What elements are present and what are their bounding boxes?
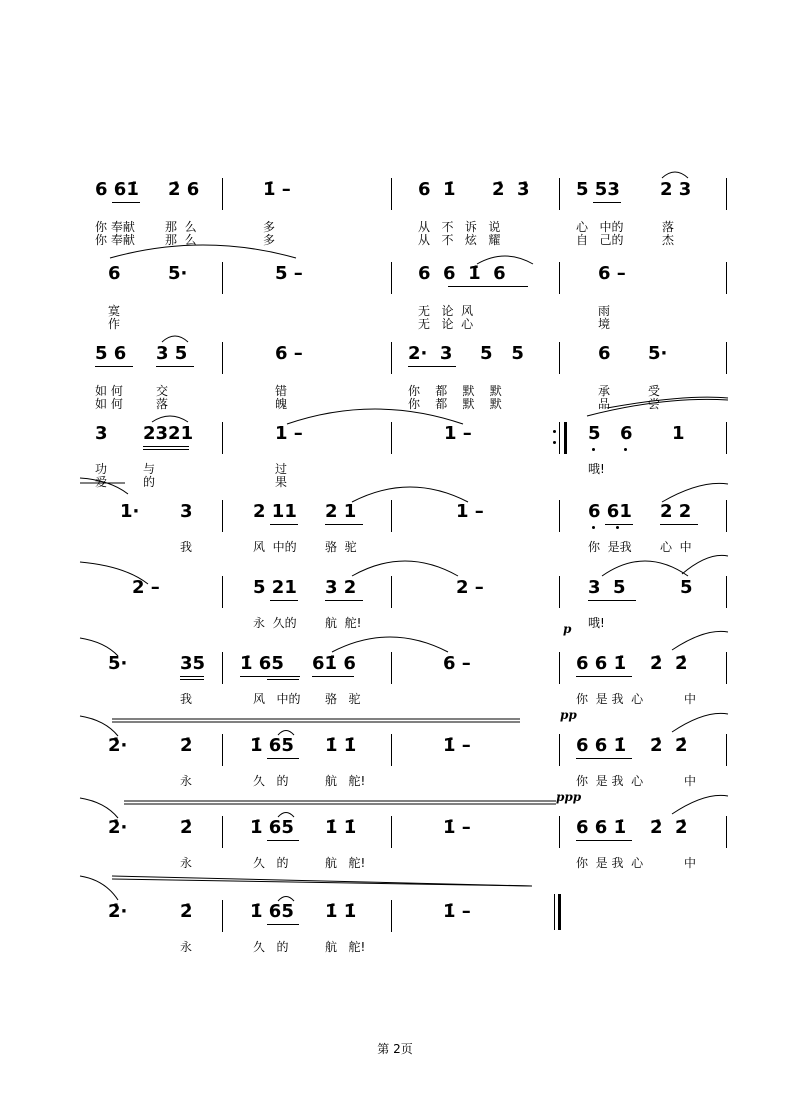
lyric: 中 bbox=[684, 856, 697, 870]
note-group: 5 – bbox=[275, 263, 303, 284]
note-group: 6 6 1̇ bbox=[576, 817, 627, 838]
bar-line bbox=[391, 576, 392, 608]
bar-line bbox=[391, 734, 392, 766]
note-group: 6 61 bbox=[588, 501, 632, 522]
note-group: 61̇ 6 bbox=[312, 653, 356, 674]
lyric: 功 bbox=[95, 462, 108, 476]
bar-line bbox=[391, 342, 392, 374]
bar-line bbox=[726, 500, 727, 532]
slur bbox=[330, 632, 450, 654]
final-bar-thin bbox=[554, 894, 555, 930]
bar-line bbox=[726, 734, 727, 766]
lyric: 尝 bbox=[648, 397, 661, 411]
bar-line bbox=[222, 652, 223, 684]
lyric: 爱 bbox=[95, 475, 108, 489]
note-group: 1̇ – bbox=[443, 817, 471, 838]
lyric: 那 么 bbox=[165, 233, 197, 247]
lyric: 久 的 bbox=[253, 774, 289, 788]
lyric: 多 bbox=[263, 233, 276, 247]
note-group: 5 53 bbox=[576, 179, 620, 200]
underline bbox=[95, 366, 133, 367]
bar-line bbox=[222, 500, 223, 532]
lyric: 如 何 bbox=[95, 397, 123, 411]
bar-line bbox=[726, 816, 727, 848]
low-dot bbox=[592, 526, 595, 529]
bar-line bbox=[726, 422, 727, 454]
note-group: 1̇ – bbox=[443, 901, 471, 922]
lyric: 你 是我 bbox=[588, 540, 632, 554]
note-group: 5 21 bbox=[253, 577, 297, 598]
note-group: 2 – bbox=[456, 577, 484, 598]
lyric: 心 中 bbox=[660, 540, 692, 554]
underline bbox=[588, 600, 636, 601]
note-group: 2̇· bbox=[108, 817, 128, 838]
underline bbox=[448, 286, 528, 287]
lyric: 你 是 我 心 bbox=[576, 692, 644, 706]
note-group: 1̇ 1̇ bbox=[325, 817, 357, 838]
bar-line bbox=[222, 262, 223, 294]
lyric: 骆 驼 bbox=[325, 540, 357, 554]
note-group: 3 bbox=[180, 501, 193, 522]
lyric: 无 论 风 bbox=[418, 304, 474, 318]
underline bbox=[325, 600, 363, 601]
lyric: 承 bbox=[598, 384, 611, 398]
note-group: 1̇ 1̇ bbox=[325, 901, 357, 922]
note-group: 35 bbox=[180, 653, 206, 674]
lyric: 雨 bbox=[598, 304, 611, 318]
low-dot bbox=[592, 448, 595, 451]
slur bbox=[605, 396, 730, 410]
note-group: 2 2 bbox=[660, 501, 692, 522]
repeat-dot bbox=[553, 430, 556, 433]
low-dot bbox=[616, 526, 619, 529]
bar-line bbox=[391, 900, 392, 932]
note-group: 6 6 1̇ 6 bbox=[418, 263, 506, 284]
underline bbox=[576, 840, 632, 841]
lyric: 你 都 默 默 bbox=[408, 384, 502, 398]
bar-line bbox=[222, 178, 223, 210]
lyric: 中 bbox=[684, 774, 697, 788]
underline bbox=[312, 676, 354, 677]
lyric: 哦! bbox=[588, 462, 605, 476]
slur bbox=[670, 630, 730, 652]
bar-line bbox=[559, 342, 560, 374]
lyric: 我 bbox=[180, 692, 193, 706]
bar-line bbox=[391, 422, 392, 454]
bar-line bbox=[559, 500, 560, 532]
lyric: 境 bbox=[598, 317, 611, 331]
note-group: 2 11 bbox=[253, 501, 297, 522]
underline bbox=[267, 679, 299, 680]
low-dot bbox=[624, 448, 627, 451]
underline bbox=[660, 524, 698, 525]
note-group: 2 3 bbox=[660, 179, 692, 200]
lyric: 交 bbox=[156, 384, 169, 398]
note-group: 3 2 bbox=[325, 577, 357, 598]
note-group: 2̇· bbox=[108, 735, 128, 756]
note-group: 6 – bbox=[443, 653, 471, 674]
underline bbox=[325, 524, 363, 525]
underline bbox=[156, 366, 194, 367]
note-group: 2 – bbox=[132, 577, 160, 598]
slur bbox=[350, 482, 470, 504]
lyric: 航 舵! bbox=[325, 774, 366, 788]
underline bbox=[270, 524, 298, 525]
bar-line bbox=[391, 652, 392, 684]
bar-line bbox=[726, 576, 727, 608]
lyric: 风 中的 bbox=[253, 540, 297, 554]
dynamic-marking: p bbox=[563, 622, 572, 636]
note-group: 2̇ 6 bbox=[168, 179, 200, 200]
page-number: 第 2页 bbox=[377, 1042, 413, 1056]
lyric: 你 奉献 bbox=[95, 233, 135, 247]
lyric: 你 是 我 心 bbox=[576, 856, 644, 870]
note-group: 2̇ 2̇ bbox=[650, 653, 688, 674]
bar-line bbox=[559, 422, 560, 454]
lyric: 骆 驼 bbox=[325, 692, 361, 706]
bar-line bbox=[222, 422, 223, 454]
slur bbox=[80, 796, 560, 820]
note-group: 5 bbox=[680, 577, 693, 598]
note-group: 1̇ 65 bbox=[240, 653, 284, 674]
note-group: 1 – bbox=[275, 423, 303, 444]
note-group: 2· 3 bbox=[408, 343, 453, 364]
note-group: 2321 bbox=[143, 423, 194, 444]
bar-line bbox=[726, 342, 727, 374]
bar-line bbox=[391, 178, 392, 210]
note-group: 6 1̇ bbox=[418, 179, 456, 200]
note-group: 5 5 bbox=[480, 343, 524, 364]
final-bar-thick bbox=[558, 894, 561, 930]
slur bbox=[600, 556, 690, 578]
lyric: 寞 bbox=[108, 304, 121, 318]
underline bbox=[270, 600, 298, 601]
note-group: 6 6 1̇ bbox=[576, 653, 627, 674]
lyric: 如 何 bbox=[95, 384, 123, 398]
note-group: 2̇ bbox=[180, 901, 193, 922]
underline bbox=[112, 202, 140, 203]
bar-line bbox=[559, 734, 560, 766]
underline bbox=[408, 366, 456, 367]
underline bbox=[240, 676, 300, 677]
lyric: 永 bbox=[180, 774, 193, 788]
note-group: 2̇ 2̇ bbox=[650, 817, 688, 838]
bar-line bbox=[391, 816, 392, 848]
note-group: 1 – bbox=[456, 501, 484, 522]
lyric: 多 bbox=[263, 220, 276, 234]
bar-line bbox=[726, 652, 727, 684]
underline bbox=[180, 679, 204, 680]
note-group: 6 bbox=[620, 423, 633, 444]
note-group: 1̇ – bbox=[263, 179, 291, 200]
slur bbox=[670, 794, 730, 816]
lyric: 从 不 诉 说 bbox=[418, 220, 501, 234]
slur bbox=[670, 712, 730, 734]
lyric: 心 中的 bbox=[576, 220, 624, 234]
underline bbox=[576, 758, 632, 759]
lyric: 作 bbox=[108, 317, 121, 331]
note-group: 2̇ bbox=[180, 735, 193, 756]
lyric: 久 的 bbox=[253, 940, 289, 954]
lyric: 永 bbox=[180, 940, 193, 954]
lyric: 你 是 我 心 bbox=[576, 774, 644, 788]
underline bbox=[605, 524, 633, 525]
note-group: 1̇ 65 bbox=[250, 735, 294, 756]
note-group: 6 – bbox=[275, 343, 303, 364]
bar-line bbox=[559, 576, 560, 608]
dynamic-marking: pp bbox=[560, 708, 577, 722]
bar-line bbox=[222, 342, 223, 374]
lyric: 的 bbox=[143, 475, 156, 489]
bar-line bbox=[222, 734, 223, 766]
slur bbox=[80, 874, 540, 902]
repeat-bar bbox=[564, 422, 567, 454]
lyric: 魄 bbox=[275, 397, 288, 411]
underline bbox=[267, 924, 299, 925]
note-group: 1̇ 1̇ bbox=[325, 735, 357, 756]
underline bbox=[143, 449, 189, 450]
note-group: 2 1 bbox=[325, 501, 357, 522]
lyric: 你 都 默 默 bbox=[408, 397, 502, 411]
lyric: 那 么 bbox=[165, 220, 197, 234]
repeat-dot bbox=[553, 441, 556, 444]
note-group: 6 61̇ bbox=[95, 179, 139, 200]
note-group: 5· bbox=[648, 343, 668, 364]
lyric: 从 不 炫 耀 bbox=[418, 233, 501, 247]
bar-line bbox=[222, 900, 223, 932]
lyric: 哦! bbox=[588, 616, 605, 630]
note-group: 6 bbox=[598, 343, 611, 364]
lyric: 航 舵! bbox=[325, 940, 366, 954]
bar-line bbox=[222, 576, 223, 608]
lyric: 与 bbox=[143, 462, 156, 476]
note-group: 6 bbox=[108, 263, 121, 284]
bar-line bbox=[391, 500, 392, 532]
underline bbox=[143, 446, 189, 447]
underline bbox=[576, 676, 632, 677]
note-group: 2̇· bbox=[108, 901, 128, 922]
lyric: 航 舵! bbox=[325, 616, 362, 630]
lyric: 过 bbox=[275, 462, 288, 476]
note-group: 5 bbox=[588, 423, 601, 444]
lyric: 风 中的 bbox=[253, 692, 301, 706]
note-group: 5· bbox=[168, 263, 188, 284]
note-group: 5 6 bbox=[95, 343, 127, 364]
note-group: 2̇ bbox=[180, 817, 193, 838]
lyric: 永 久的 bbox=[253, 616, 297, 630]
bar-line bbox=[559, 262, 560, 294]
lyric: 落 bbox=[156, 397, 169, 411]
lyric: 受 bbox=[648, 384, 661, 398]
lyric: 错 bbox=[275, 384, 288, 398]
lyric: 落 bbox=[662, 220, 675, 234]
lyric: 航 舵! bbox=[325, 856, 366, 870]
note-group: 3 5 bbox=[588, 577, 626, 598]
bar-line bbox=[726, 262, 727, 294]
bar-line bbox=[391, 262, 392, 294]
slur bbox=[350, 556, 460, 578]
bar-line bbox=[559, 652, 560, 684]
lyric: 永 bbox=[180, 856, 193, 870]
note-group: 3 bbox=[95, 423, 108, 444]
note-group: 1 bbox=[672, 423, 685, 444]
lyric: 久 的 bbox=[253, 856, 289, 870]
note-group: 2̇ 3̇ bbox=[492, 179, 530, 200]
note-group: 1· bbox=[120, 501, 140, 522]
lyric: 无 论 心 bbox=[418, 317, 474, 331]
lyric: 中 bbox=[684, 692, 697, 706]
slur bbox=[680, 554, 730, 576]
note-group: 1̇ – bbox=[443, 735, 471, 756]
bar-line bbox=[222, 816, 223, 848]
note-group: 2̇ 2̇ bbox=[650, 735, 688, 756]
lyric: 杰 bbox=[662, 233, 675, 247]
note-group: 3 5 bbox=[156, 343, 188, 364]
note-group: 5· bbox=[108, 653, 128, 674]
note-group: 1̇ 65 bbox=[250, 817, 294, 838]
lyric: 品 bbox=[598, 397, 611, 411]
underline bbox=[267, 840, 299, 841]
note-group: 6 – bbox=[598, 263, 626, 284]
underline bbox=[593, 202, 621, 203]
bar-line bbox=[559, 178, 560, 210]
note-group: 1 – bbox=[444, 423, 472, 444]
note-group: 6 6 1̇ bbox=[576, 735, 627, 756]
underline bbox=[180, 676, 204, 677]
lyric: 我 bbox=[180, 540, 193, 554]
bar-line bbox=[559, 816, 560, 848]
lyric: 果 bbox=[275, 475, 288, 489]
lyric: 你 奉献 bbox=[95, 220, 135, 234]
note-group: 1̇ 65 bbox=[250, 901, 294, 922]
underline bbox=[267, 758, 299, 759]
dynamic-marking: ppp bbox=[556, 790, 582, 804]
bar-line bbox=[726, 178, 727, 210]
lyric: 自 己的 bbox=[576, 233, 624, 247]
